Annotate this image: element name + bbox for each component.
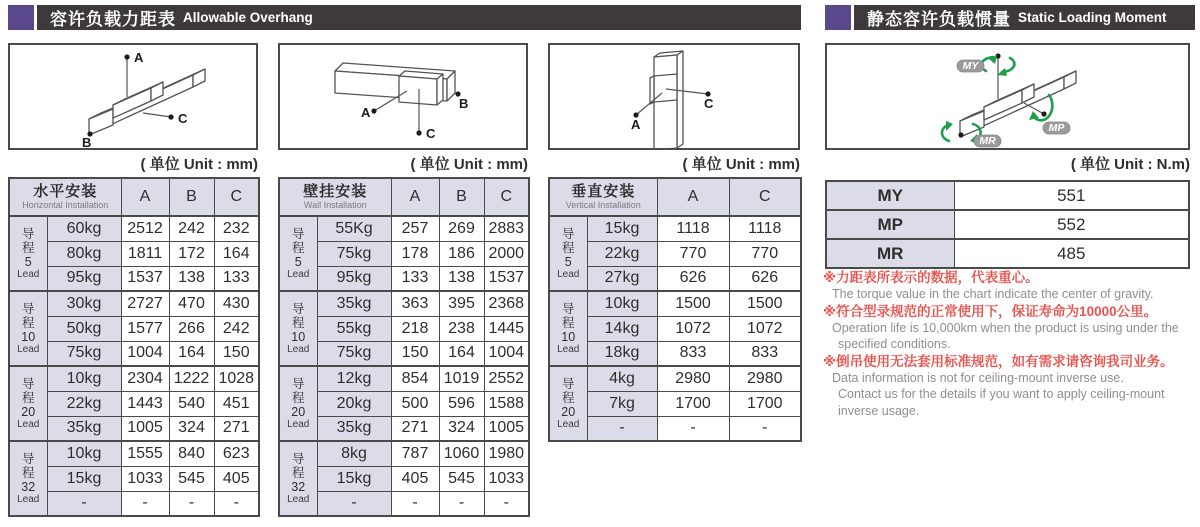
table-header-row	[549, 178, 801, 216]
lead-group-cell: 导 程 10 Lead	[9, 291, 47, 366]
weight-cell: 35kg	[317, 416, 391, 441]
value-cell: 1005	[121, 416, 169, 441]
value-cell: -	[214, 491, 259, 516]
value-cell: 626	[657, 266, 729, 291]
value-cell: 1537	[121, 266, 169, 291]
weight-cell: 60kg	[47, 216, 121, 241]
value-cell: 2000	[484, 241, 529, 266]
moment-label-mr: MR	[826, 239, 954, 268]
header-title-en: Allowable Overhang	[183, 10, 313, 25]
point-label-b: B	[82, 135, 92, 148]
lead-group-cell: 导 程 5 Lead	[279, 216, 317, 291]
table-row	[9, 391, 259, 416]
value-cell: 1118	[657, 216, 729, 241]
weight-cell: -	[317, 491, 391, 516]
value-cell: 545	[439, 466, 484, 491]
table-row	[549, 216, 801, 241]
value-cell: 138	[169, 266, 214, 291]
weight-cell: 12kg	[317, 366, 391, 391]
value-cell: 1072	[657, 316, 729, 341]
header-accent-square-right	[825, 5, 851, 30]
weight-cell: 20kg	[317, 391, 391, 416]
value-cell: 833	[729, 341, 801, 366]
vertical-installation-diagram-icon	[550, 45, 798, 148]
value-cell: -	[121, 491, 169, 516]
table-row	[9, 366, 259, 391]
weight-cell: 35kg	[317, 291, 391, 316]
lead-group-cell: 导 程 10 Lead	[279, 291, 317, 366]
table-row	[549, 391, 801, 416]
value-cell: 1588	[484, 391, 529, 416]
value-cell: 2304	[121, 366, 169, 391]
value-cell: 854	[391, 366, 439, 391]
lead-group-cell: 导 程 32 Lead	[9, 441, 47, 516]
weight-cell: 14kg	[587, 316, 657, 341]
section-header-static-loading-moment	[854, 5, 1195, 30]
table-row	[9, 416, 259, 441]
value-cell: 178	[391, 241, 439, 266]
weight-cell: 10kg	[47, 441, 121, 466]
weight-cell: 22kg	[587, 241, 657, 266]
static-loading-moment-table	[825, 180, 1190, 269]
value-cell: 1005	[484, 416, 529, 441]
lead-group-cell: 导 程 5 Lead	[549, 216, 587, 291]
column-header-b: B	[169, 178, 214, 216]
value-cell: 833	[657, 341, 729, 366]
table-title-zh: 壁挂安装	[303, 183, 368, 200]
value-cell: 133	[391, 266, 439, 291]
lead-group-cell: 导 程 32 Lead	[279, 441, 317, 516]
value-cell: 545	[169, 466, 214, 491]
moment-label-my: MY	[826, 181, 954, 210]
weight-cell: 10kg	[587, 291, 657, 316]
value-cell: 1222	[169, 366, 214, 391]
header-title-en: Static Loading Moment	[1018, 10, 1167, 25]
value-cell: 1060	[439, 441, 484, 466]
table-row	[279, 491, 529, 516]
value-cell: 2512	[121, 216, 169, 241]
table-row	[279, 466, 529, 491]
weight-cell: 50kg	[47, 316, 121, 341]
lead-group-cell: 导 程 20 Lead	[279, 366, 317, 441]
note-en-line: specified conditions.	[838, 337, 951, 351]
value-cell: 363	[391, 291, 439, 316]
mp-badge-label: MP	[1048, 122, 1065, 134]
table-row	[279, 316, 529, 341]
value-cell: 238	[439, 316, 484, 341]
weight-cell: 35kg	[47, 416, 121, 441]
value-cell: 1555	[121, 441, 169, 466]
table-header-row	[9, 178, 259, 216]
point-label-a: A	[361, 105, 371, 120]
weight-cell: 4kg	[587, 366, 657, 391]
value-cell: 1072	[729, 316, 801, 341]
value-cell: 1443	[121, 391, 169, 416]
weight-cell: 27kg	[587, 266, 657, 291]
column-header-a: A	[121, 178, 169, 216]
value-cell: 164	[214, 241, 259, 266]
weight-cell: 15kg	[587, 216, 657, 241]
table-row	[549, 241, 801, 266]
value-cell: 2883	[484, 216, 529, 241]
value-cell: 596	[439, 391, 484, 416]
weight-cell: 15kg	[317, 466, 391, 491]
value-cell: 271	[214, 416, 259, 441]
weight-cell: 7kg	[587, 391, 657, 416]
value-cell: 540	[169, 391, 214, 416]
column-header-c: C	[214, 178, 259, 216]
table-row	[9, 316, 259, 341]
value-cell: 2980	[657, 366, 729, 391]
header-accent-square-left	[8, 5, 34, 30]
value-cell: 500	[391, 391, 439, 416]
table-row	[9, 241, 259, 266]
table-title-cell	[549, 178, 657, 216]
value-cell: 269	[439, 216, 484, 241]
diagram-box-horizontal	[8, 43, 258, 150]
value-cell: 1537	[484, 266, 529, 291]
unit-label-mm: ( 单位 Unit : mm)	[682, 156, 800, 173]
wall-installation-diagram-icon	[280, 45, 526, 148]
table-row	[279, 416, 529, 441]
value-cell: -	[657, 416, 729, 441]
value-cell: 1004	[484, 341, 529, 366]
value-cell: 470	[169, 291, 214, 316]
table-title-zh: 垂直安装	[571, 183, 636, 200]
value-cell: 218	[391, 316, 439, 341]
value-cell: 164	[169, 341, 214, 366]
weight-cell: 8kg	[317, 441, 391, 466]
table-title-cell	[9, 178, 121, 216]
moment-value-mp: 552	[954, 210, 1189, 239]
table-title-en: Vertical Installation	[565, 200, 641, 210]
my-badge-label: MY	[962, 60, 979, 72]
table-row	[549, 316, 801, 341]
note-en-line: inverse usage.	[838, 403, 920, 418]
static-loading-moment-diagram-icon	[827, 45, 1188, 148]
table-row	[9, 341, 259, 366]
value-cell: 150	[391, 341, 439, 366]
moment-label-mp: MP	[826, 210, 954, 239]
unit-label-mm: ( 单位 Unit : mm)	[140, 156, 258, 173]
value-cell: 1019	[439, 366, 484, 391]
value-cell: -	[169, 491, 214, 516]
value-cell: 242	[169, 216, 214, 241]
table-title-en: Horizontal Installation	[22, 200, 109, 210]
value-cell: 1028	[214, 366, 259, 391]
lead-group-cell: 导 程 10 Lead	[549, 291, 587, 366]
column-header-a: A	[391, 178, 439, 216]
table-row	[549, 341, 801, 366]
point-label-c: C	[426, 126, 436, 141]
value-cell: 271	[391, 416, 439, 441]
weight-cell: 75kg	[47, 341, 121, 366]
table-row	[9, 291, 259, 316]
mr-badge-label: MR	[979, 135, 996, 147]
value-cell: 1500	[729, 291, 801, 316]
table-row	[826, 181, 1189, 210]
weight-cell: 30kg	[47, 291, 121, 316]
section-header-allowable-overhang	[37, 5, 801, 30]
weight-cell: 22kg	[47, 391, 121, 416]
value-cell: 451	[214, 391, 259, 416]
weight-cell: 95kg	[317, 266, 391, 291]
weight-cell: 80kg	[47, 241, 121, 266]
note-zh-line: ※力距表所表示的数据，代表重心。	[823, 270, 1039, 285]
weight-cell: -	[587, 416, 657, 441]
value-cell: -	[484, 491, 529, 516]
value-cell: 770	[657, 241, 729, 266]
column-header-a: A	[657, 178, 729, 216]
note-en-line: Operation life is 10,000km when the product is using under the	[832, 320, 1179, 335]
table-row	[279, 441, 529, 466]
note-en-line: Data information is not for ceiling-mount inverse use.	[832, 370, 1124, 385]
unit-label-mm: ( 单位 Unit : mm)	[410, 156, 528, 173]
lead-group-cell: 导 程 20 Lead	[9, 366, 47, 441]
table-row	[279, 291, 529, 316]
value-cell: 1445	[484, 316, 529, 341]
point-label-c: C	[178, 111, 188, 126]
allowable-overhang-table-wall	[278, 177, 530, 517]
value-cell: 1033	[484, 466, 529, 491]
table-row	[279, 391, 529, 416]
moment-value-mr: 485	[954, 239, 1189, 268]
table-header-row	[279, 178, 529, 216]
table-row	[9, 491, 259, 516]
point-label-b: B	[459, 96, 469, 111]
weight-cell: 55kg	[317, 316, 391, 341]
value-cell: 395	[439, 291, 484, 316]
value-cell: 257	[391, 216, 439, 241]
value-cell: 232	[214, 216, 259, 241]
point-label-a: A	[134, 50, 144, 65]
table-title-cell	[279, 178, 391, 216]
diagram-box-vertical	[548, 43, 800, 150]
value-cell: 1700	[729, 391, 801, 416]
weight-cell: 75kg	[317, 241, 391, 266]
table-row	[826, 239, 1189, 268]
table-row	[279, 341, 529, 366]
value-cell: 2980	[729, 366, 801, 391]
lead-group-cell: 导 程 20 Lead	[549, 366, 587, 441]
weight-cell: 15kg	[47, 466, 121, 491]
column-header-b: B	[439, 178, 484, 216]
header-title-zh: 静态容许负载惯量	[867, 10, 1011, 29]
table-row	[279, 266, 529, 291]
table-row	[279, 366, 529, 391]
value-cell: 1811	[121, 241, 169, 266]
column-header-c: C	[729, 178, 801, 216]
weight-cell: 95kg	[47, 266, 121, 291]
value-cell: 2552	[484, 366, 529, 391]
weight-cell: 18kg	[587, 341, 657, 366]
value-cell: 150	[214, 341, 259, 366]
horizontal-installation-diagram-icon	[10, 45, 256, 148]
value-cell: -	[729, 416, 801, 441]
value-cell: 430	[214, 291, 259, 316]
diagram-box-wall	[278, 43, 528, 150]
value-cell: 324	[169, 416, 214, 441]
unit-label-nm: ( 单位 Unit : N.m)	[1070, 156, 1190, 173]
value-cell: 2727	[121, 291, 169, 316]
weight-cell: 10kg	[47, 366, 121, 391]
allowable-overhang-table-horizontal	[8, 177, 260, 517]
table-row	[549, 291, 801, 316]
weight-cell: 55Kg	[317, 216, 391, 241]
value-cell: 1500	[657, 291, 729, 316]
value-cell: 138	[439, 266, 484, 291]
point-label-c: C	[704, 96, 714, 111]
footnotes	[823, 269, 1198, 419]
table-row	[9, 466, 259, 491]
table-row	[826, 210, 1189, 239]
value-cell: 242	[214, 316, 259, 341]
value-cell: -	[391, 491, 439, 516]
value-cell: 626	[729, 266, 801, 291]
value-cell: 787	[391, 441, 439, 466]
value-cell: 133	[214, 266, 259, 291]
column-header-c: C	[484, 178, 529, 216]
note-zh-line: ※倒吊使用无法套用标准规范，如有需求请咨询我司业务。	[823, 353, 1174, 369]
value-cell: 1980	[484, 441, 529, 466]
value-cell: 405	[214, 466, 259, 491]
weight-cell: 75kg	[317, 341, 391, 366]
table-title-en: Wall Installation	[303, 200, 367, 210]
value-cell: 1118	[729, 216, 801, 241]
value-cell: 405	[391, 466, 439, 491]
moment-value-my: 551	[954, 181, 1189, 210]
table-row	[549, 266, 801, 291]
value-cell: -	[439, 491, 484, 516]
value-cell: 1700	[657, 391, 729, 416]
value-cell: 623	[214, 441, 259, 466]
value-cell: 2368	[484, 291, 529, 316]
value-cell: 840	[169, 441, 214, 466]
allowable-overhang-table-vertical	[548, 177, 802, 442]
note-zh-line: ※符合型录规范的正常使用下，保证寿命为10000公里。	[823, 303, 1158, 319]
point-label-a: A	[631, 117, 641, 132]
table-row	[9, 266, 259, 291]
value-cell: 324	[439, 416, 484, 441]
value-cell: 172	[169, 241, 214, 266]
table-row	[549, 366, 801, 391]
table-row	[279, 216, 529, 241]
note-en-line: Contact us for the details if you want to apply ceiling-mount	[838, 387, 1165, 401]
value-cell: 1004	[121, 341, 169, 366]
lead-group-cell: 导 程 5 Lead	[9, 216, 47, 291]
table-row	[549, 416, 801, 441]
header-title-zh: 容许负载力距表	[50, 10, 176, 29]
table-row	[9, 441, 259, 466]
value-cell: 770	[729, 241, 801, 266]
table-title-zh: 水平安装	[33, 183, 98, 200]
value-cell: 186	[439, 241, 484, 266]
value-cell: 1577	[121, 316, 169, 341]
diagram-box-moment	[825, 43, 1190, 150]
weight-cell: -	[47, 491, 121, 516]
table-row	[9, 216, 259, 241]
table-row	[279, 241, 529, 266]
note-en-line: The torque value in the chart indicate the center of gravity.	[832, 287, 1154, 301]
value-cell: 1033	[121, 466, 169, 491]
value-cell: 266	[169, 316, 214, 341]
value-cell: 164	[439, 341, 484, 366]
